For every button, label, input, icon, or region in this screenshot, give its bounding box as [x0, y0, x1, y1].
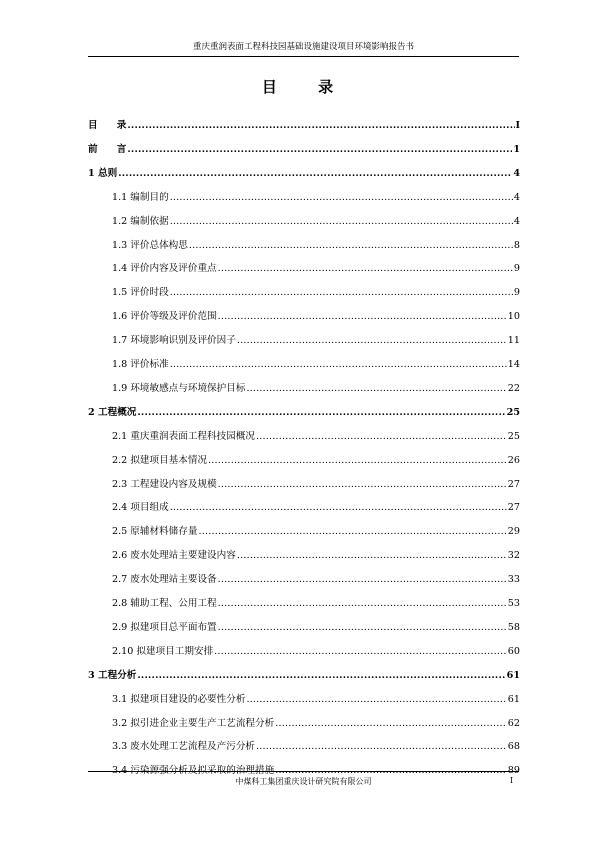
toc-entry-page: 29: [507, 526, 520, 538]
toc-entry-label: 2.6 废水处理站主要建设内容: [112, 550, 236, 562]
toc-entry-page: 89: [507, 765, 520, 777]
toc-entry[interactable]: [112, 502, 520, 514]
toc-leader-dots: [170, 216, 513, 228]
toc-entry-label: 2.7 废水处理站主要设备: [112, 574, 217, 586]
toc-leader-dots: [170, 287, 513, 299]
toc-leader-dots: [237, 335, 507, 347]
toc-entry-label: 2.9 拟建项目总平面布置: [112, 621, 217, 633]
toc-entry[interactable]: [112, 263, 520, 275]
toc-entry[interactable]: [112, 718, 520, 730]
toc-entry-page: 61: [507, 693, 520, 705]
toc-entry-page: 26: [507, 454, 520, 466]
toc-entry-page: 8: [513, 239, 520, 251]
footer-page-number: I: [509, 776, 513, 785]
toc-entry[interactable]: [88, 168, 520, 180]
toc-leader-dots: [218, 622, 507, 634]
toc-entry-label: 1.9 环境敏感点与环境保护目标: [112, 382, 246, 394]
toc-entry[interactable]: [112, 479, 520, 491]
toc-leader-dots: [214, 646, 507, 658]
toc-entry[interactable]: [88, 144, 520, 156]
toc-leader-dots: [189, 240, 513, 252]
toc-leader-dots: [170, 502, 507, 514]
toc-entry-label: 2.4 项目组成: [112, 502, 169, 514]
toc-leader-dots: [127, 144, 512, 156]
toc-entry-page: 62: [507, 717, 520, 729]
running-header: 重庆重润表面工程科技园基础设施建设项目环境影响报告书: [88, 40, 519, 57]
toc-entry-page: 68: [507, 741, 520, 753]
toc-leader-dots: [237, 550, 507, 562]
toc-entry-label: 3.2 拟引进企业主要生产工艺流程分析: [112, 717, 275, 729]
toc-entry-label: 3.1 拟建项目建设的必要性分析: [112, 693, 246, 705]
toc-entry[interactable]: [112, 240, 520, 252]
footer-organization: 中煤科工集团重庆设计研究院有限公司: [235, 777, 372, 786]
toc-entry-page: 27: [507, 478, 520, 490]
toc-leader-dots: [218, 263, 513, 275]
toc-entry[interactable]: [112, 622, 520, 634]
toc-entry-label: 2.2 拟建项目基本情况: [112, 454, 208, 466]
toc-entry[interactable]: [112, 550, 520, 562]
toc-entry-page: 4: [513, 167, 520, 179]
toc-leader-dots: [137, 670, 505, 682]
toc-entry-label: 3 工程分析: [88, 669, 137, 681]
toc-entry-label: 1 总则: [88, 167, 118, 179]
toc-entry[interactable]: [112, 335, 520, 347]
toc-entry-label: 目 录: [88, 120, 127, 131]
toc-entry[interactable]: [88, 120, 520, 132]
toc-entry-label: 3.3 废水处理工艺流程及产污分析: [112, 741, 256, 753]
toc-entry-page: 27: [507, 502, 520, 514]
toc-leader-dots: [218, 311, 507, 323]
toc-entry-page: 53: [507, 598, 520, 609]
toc-entry-page: 11: [507, 335, 520, 347]
toc-leader-dots: [127, 120, 514, 132]
toc-leader-dots: [218, 598, 507, 610]
toc-leader-dots: [118, 168, 512, 180]
toc-leader-dots: [256, 431, 507, 443]
toc-entry[interactable]: [112, 359, 520, 371]
toc-leader-dots: [275, 718, 507, 730]
toc-entry-label: 2.5 原辅材料储存量: [112, 526, 198, 538]
toc-entry-label: 1.7 环境影响识别及评价因子: [112, 335, 236, 347]
toc-entry-label: 前 言: [88, 143, 127, 155]
toc-entry-page: 4: [513, 215, 520, 227]
toc-entry[interactable]: [112, 646, 520, 658]
toc-entry[interactable]: [112, 455, 520, 467]
toc-entry-page: 61: [506, 669, 520, 681]
toc-entry[interactable]: [112, 694, 520, 706]
toc-entry[interactable]: [112, 287, 520, 299]
toc-entry-page: 14: [507, 359, 520, 370]
toc-entry[interactable]: [112, 598, 520, 610]
toc-entry[interactable]: [112, 526, 520, 538]
toc-entry[interactable]: [112, 383, 520, 395]
toc-entry-page: 10: [507, 311, 520, 323]
toc-entry[interactable]: [112, 311, 520, 323]
toc-entry-page: I: [515, 120, 520, 131]
toc-entry-page: 25: [506, 406, 520, 418]
toc-entry[interactable]: [112, 741, 520, 753]
toc-leader-dots: [246, 383, 506, 395]
toc-entry-label: 2.10 拟建项目工期安排: [112, 645, 214, 657]
toc-entry-page: 22: [507, 382, 520, 394]
toc-entry[interactable]: [112, 216, 520, 228]
toc-entry-label: 1.3 评价总体构思: [112, 239, 188, 251]
page-title: 目 录: [261, 78, 352, 96]
toc-entry-page: 60: [507, 645, 520, 657]
toc-entry-label: 2.1 重庆重润表面工程科技园概况: [112, 430, 256, 442]
toc-entry[interactable]: [112, 192, 520, 204]
toc-entry-label: 1.5 评价时段: [112, 287, 169, 299]
toc-entry[interactable]: [88, 670, 520, 682]
toc-entry-page: 9: [513, 287, 520, 299]
toc-leader-dots: [170, 359, 507, 371]
toc-leader-dots: [208, 455, 507, 467]
toc-entry-page: 25: [507, 430, 520, 442]
toc-leader-dots: [218, 574, 507, 586]
toc-entry[interactable]: [112, 574, 520, 586]
toc-entry-label: 1.4 评价内容及评价重点: [112, 263, 217, 275]
toc-entry-label: 2.8 辅助工程、公用工程: [112, 598, 217, 609]
toc-leader-dots: [256, 741, 507, 753]
toc-leader-dots: [198, 526, 506, 538]
toc-entry-page: 32: [507, 550, 520, 562]
toc-leader-dots: [218, 479, 507, 491]
toc-entry-page: 33: [507, 574, 520, 586]
toc-entry-label: 3.4 污染源强分析及拟采取的治理措施: [112, 765, 275, 777]
toc-entry-page: 4: [513, 191, 520, 203]
toc-entry-label: 1.8 评价标准: [112, 359, 169, 370]
toc-leader-dots: [137, 407, 505, 419]
toc-leader-dots: [170, 192, 513, 204]
toc-entry[interactable]: [112, 431, 520, 443]
toc-entry-label: 1.2 编制依据: [112, 215, 169, 227]
toc-entry-label: 2.3 工程建设内容及规模: [112, 478, 217, 490]
toc-entry-label: 1.1 编制目的: [112, 191, 169, 203]
toc-entry-page: 1: [513, 143, 520, 155]
toc-entry-label: 2 工程概况: [88, 406, 137, 418]
toc-leader-dots: [246, 694, 506, 706]
toc-entry[interactable]: [88, 407, 520, 419]
toc-entry-page: 9: [513, 263, 520, 275]
toc-entry-page: 58: [507, 621, 520, 633]
toc-entry-label: 1.6 评价等级及评价范围: [112, 311, 217, 323]
